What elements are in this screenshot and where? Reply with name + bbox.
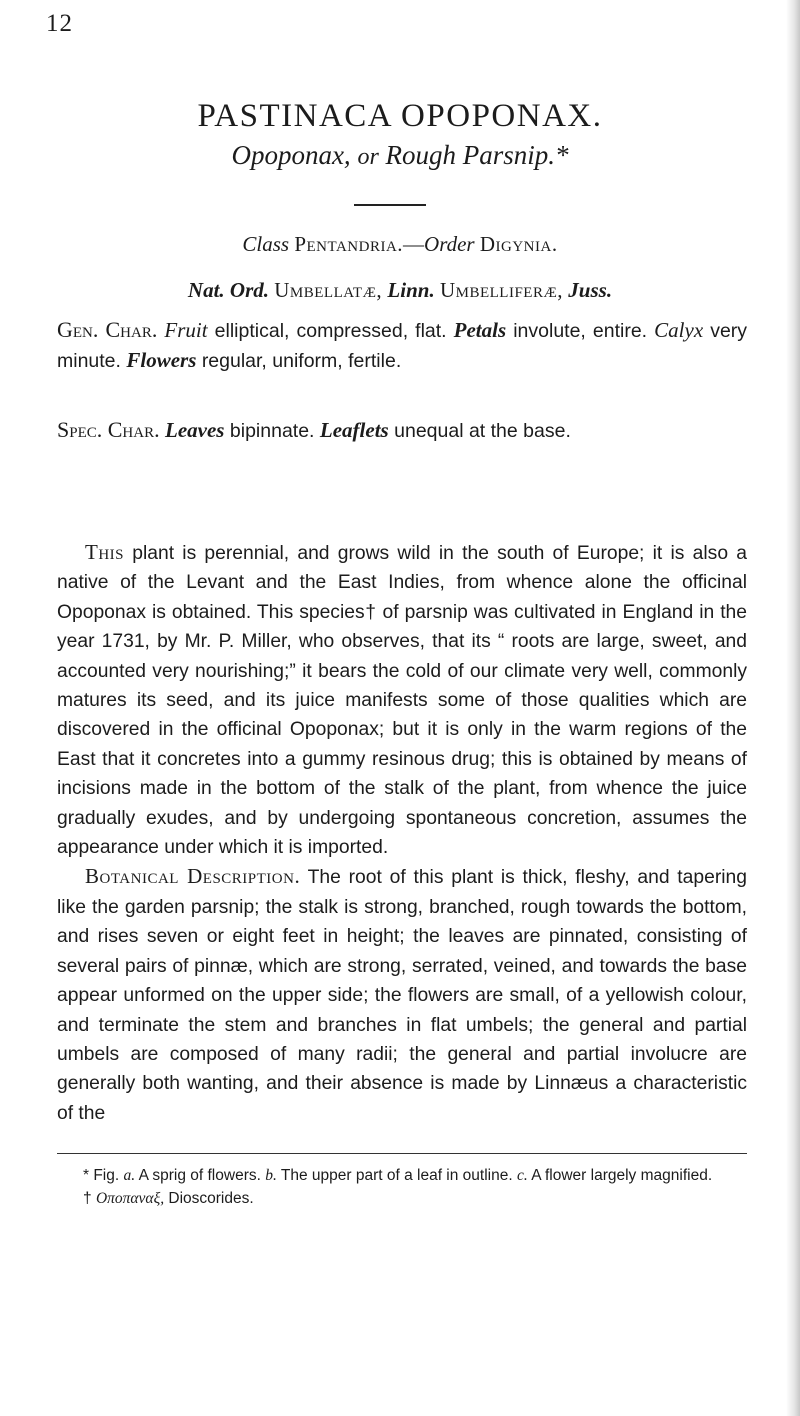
nat-ord-value-2: Umbelliferæ, (439, 278, 564, 302)
natural-order-line (0, 278, 800, 303)
class-label: Class (242, 232, 290, 256)
page-edge-shadow (786, 0, 800, 1416)
footnote-fig-c-text: A flower largely magnified. (531, 1167, 713, 1184)
botanical-description-text: The root of this plant is thick, fleshy, and tapering like the garden parsnip; the stalk is strong, branched, rough towards the bottom, and rises seven or eight feet in height; the leaves are pinnated, consisting of several pairs of pinnæ, which are strong, serrated, veined, and towards the base appear unformed on the upper side; the flowers are small, of a yellowish colour, and terminate the stem and branches in flat umbels; the general and partial umbels are composed of many radii; the general and partial involucre are generally both wanting, and their absence is made by Linnæus a characteristic of the (57, 867, 747, 1124)
spec-char-leaves-text: bipinnate. (229, 420, 315, 442)
footnote-dioscorides (57, 1187, 757, 1210)
footnote-fig-a-text: A sprig of flowers. (138, 1167, 261, 1184)
gen-char-calyx-text: very minute. (57, 320, 748, 372)
title-divider (354, 204, 426, 206)
footnote-dagger: † (83, 1190, 92, 1207)
paragraph-habitat (57, 538, 747, 862)
class-value: Pentandria. (294, 232, 404, 256)
page-number: 12 (46, 10, 73, 37)
footnote-fig-b-text: The upper part of a leaf in outline. (280, 1167, 513, 1184)
gen-char-calyx: Calyx (654, 318, 704, 342)
footnote-dioscorides-text: Dioscorides. (168, 1190, 254, 1207)
nat-ord-authority-2: Juss. (568, 278, 613, 302)
spec-char-leaflets: Leaflets (319, 418, 389, 442)
nat-ord-value-1: Umbellatæ, (274, 278, 383, 302)
gen-char-flowers: Flowers (126, 348, 197, 372)
footnote-fig-a: a. (123, 1167, 136, 1184)
paragraph-botanical-description (57, 862, 747, 1128)
page-title: PASTINACA OPOPONAX. (197, 98, 603, 134)
gen-char-label: Gen. Char. (57, 317, 158, 342)
footnotes (57, 1164, 757, 1210)
subtitle (0, 140, 800, 171)
gen-char-fruit-text: elliptical, compressed, flat. (214, 320, 447, 342)
footnote-figures (57, 1164, 757, 1187)
gen-char-fruit: Fruit (164, 318, 208, 342)
footnote-divider (57, 1153, 747, 1154)
spec-char-leaves: Leaves (165, 418, 225, 442)
footnote-greek-word: Οποπαναξ, (95, 1190, 165, 1207)
nat-ord-authority-1: Linn. (387, 278, 435, 302)
gen-char-petals: Petals (453, 318, 507, 342)
footnote-fig-b: b. (265, 1167, 277, 1184)
subtitle-rough-parsnip: Rough Parsnip.* (385, 140, 569, 170)
body-text (57, 538, 747, 1128)
subtitle-opoponax: Opoponax, (231, 140, 351, 170)
classification-line (0, 232, 800, 257)
footnote-fig-c: c. (516, 1167, 528, 1184)
spec-char-leaflets-text: unequal at the base. (394, 420, 571, 442)
class-order-separator: — (403, 232, 425, 256)
specific-character (57, 415, 747, 446)
order-label: Order (424, 232, 475, 256)
paragraph-lead-this: This (85, 540, 124, 564)
gen-char-flowers-text: regular, uniform, fertile. (201, 350, 402, 372)
gen-char-petals-text: involute, entire. (513, 320, 648, 342)
nat-ord-label: Nat. Ord. (187, 278, 269, 302)
order-value: Digynia. (479, 232, 558, 256)
subtitle-or: or (357, 144, 379, 170)
generic-character (57, 315, 747, 376)
footnote-figures-mark: * Fig. (83, 1167, 120, 1184)
spec-char-label: Spec. Char. (57, 417, 160, 442)
botanical-description-heading: Botanical Description. (85, 864, 301, 889)
paragraph-habitat-text: plant is perennial, and grows wild in the south of Europe; it is also a native of the Levant and the East Indies, from whence alone the officinal Opoponax is obtained. This species† of parsnip was cultivated in England in the year 1731, by Mr. P. Miller, who observes, that its “ roots are large, sweet, and accounted very nourishing;” it bears the cold of our climate very well, commonly matures its seed, and its juice manifests some of those qualities which are discovered in the officinal Opoponax; but it is only in the warm regions of the East that it concretes into a gummy resinous drug; this is obtained by means of incisions made in the bottom of the stalk of the plant, from whence the juice gradually exudes, and by undergoing spontaneous concretion, assumes the appearance under which it is imported. (57, 543, 747, 859)
